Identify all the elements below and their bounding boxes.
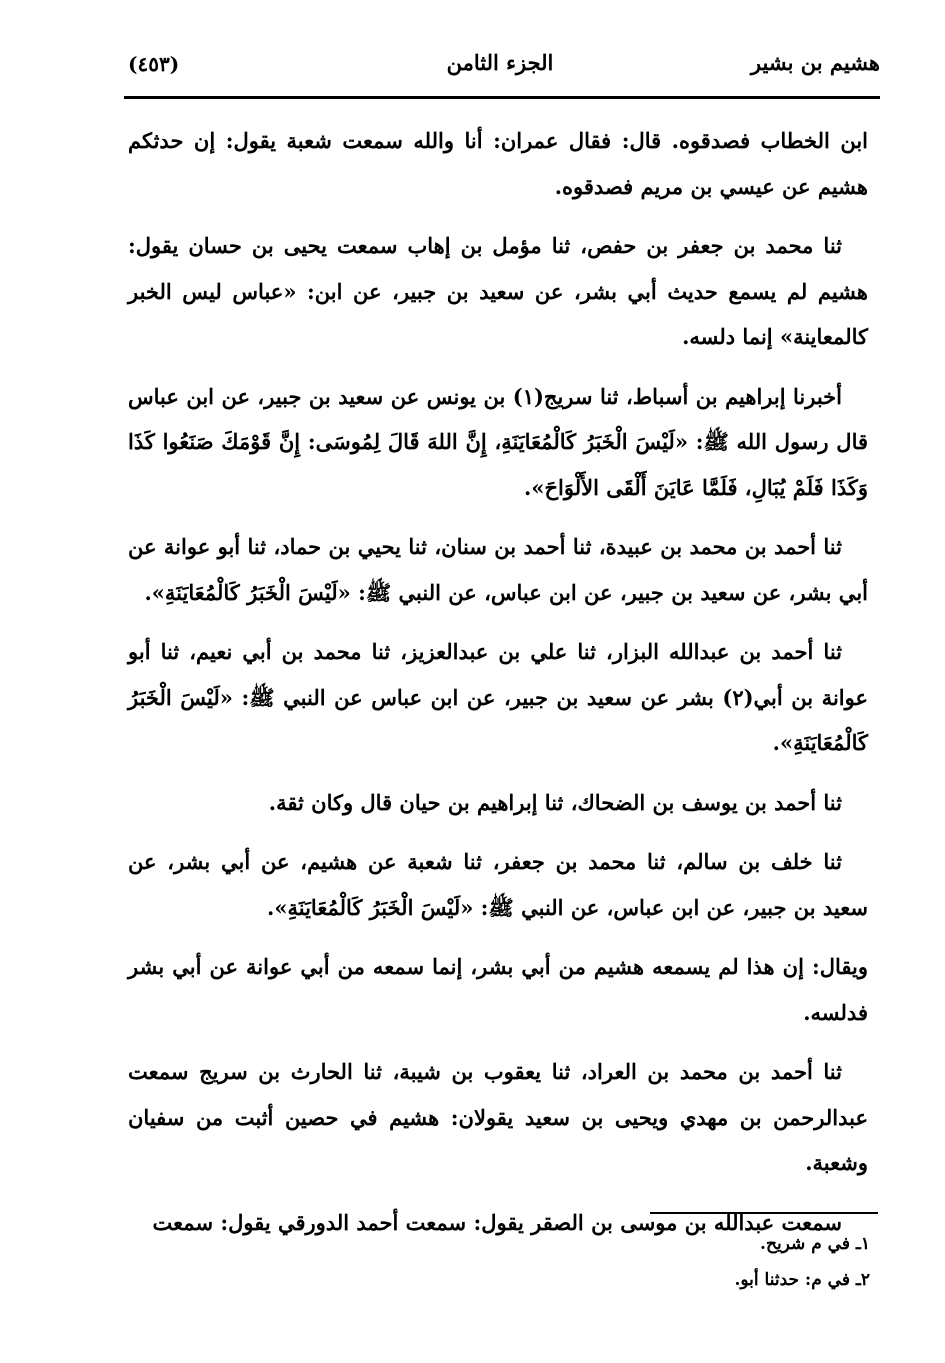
paragraph: ثنا خلف بن سالم، ثنا محمد بن جعفر، ثنا شعبة عن هشيم، عن أبي بشر، عن سعيد بن جبير، عن ابن عباس، عن النبي ﷺ: «لَيْسَ الْخَبَرُ كَالْمُعَايَنَةِ». xyxy=(128,849,868,920)
page-number: (٤٥٣) xyxy=(128,52,180,76)
paragraph: ويقال: إن هذا لم يسمعه هشيم من أبي بشر، إنما سمعه من أبي عوانة عن أبي بشر فدلسه. xyxy=(128,954,868,1025)
paragraph: ثنا أحمد بن محمد بن عبيدة، ثنا أحمد بن سنان، ثنا يحيي بن حماد، ثنا أبو عوانة عن أبي بشر، عن سعيد بن جبير، عن ابن عباس، عن النبي ﷺ: «لَيْسَ الْخَبَرُ كَالْمُعَايَنَةِ». xyxy=(128,534,868,605)
page-header xyxy=(120,42,880,96)
paragraph: أخبرنا إبراهيم بن أسباط، ثنا سريج(١) بن يونس عن سعيد بن جبير، عن ابن عباس قال رسول الله ﷺ: «لَيْسَ الْخَبَرُ كَالْمُعَايَنَةِ، إِنَّ اللهَ قَالَ لِمُوسَى: إِنَّ قَوْمَكَ صَنَعُوا كَذَا وَكَذَا فَلَمْ يُبَالِ، فَلَمَّا عَايَنَ أَلْقَى الأَلْوَاحَ». xyxy=(128,383,868,500)
paragraph: ثنا أحمد بن يوسف بن الضحاك، ثنا إبراهيم بن حيان قال وكان ثقة. xyxy=(268,789,842,815)
paragraph: ثنا محمد بن جعفر بن حفص، ثنا مؤمل بن إهاب سمعت يحيى بن حسان يقول: هشيم لم يسمع حديث أبي بشر، عن سعيد بن جبير، عن ابن: «عباس ليس الخبر كالمعاينة» إنما دلسه. xyxy=(128,233,868,349)
paragraph: ثنا أحمد بن محمد بن العراد، ثنا يعقوب بن شيبة، ثنا الحارث بن سريج سمعت عبدالرحمن بن مهدي ويحيى بن سعيد يقولان: هشيم في حصين أثبت من سفيان وشعبة. xyxy=(128,1059,868,1175)
footnote: ١ـ في م شريح. xyxy=(760,1234,870,1254)
header-rule xyxy=(124,96,880,99)
running-title: هشيم بن بشير xyxy=(750,50,880,75)
footnote: ٢ـ في م: حدثنا أبو. xyxy=(734,1270,870,1290)
paragraph: ابن الخطاب فصدقوه. قال: فقال عمران: أنا والله سمعت شعبة يقول: إن حدثكم هشيم عن عيسي بن مريم فصدقوه. xyxy=(128,128,868,199)
paragraph: ثنا أحمد بن عبدالله البزار، ثنا علي بن عبدالعزيز، ثنا محمد بن أبي نعيم، ثنا أبو عوانة بن أبي(٢) بشر عن سعيد بن جبير، عن ابن عباس عن النبي ﷺ: «لَيْسَ الْخَبَرُ كَالْمُعَايَنَةِ». xyxy=(128,639,868,755)
footnote-rule xyxy=(650,1212,878,1214)
volume-title: الجزء الثامن xyxy=(446,50,554,75)
main-text xyxy=(128,118,868,1259)
paragraph: سمعت عبدالله بن موسى بن الصقر يقول: سمعت أحمد الدورقي يقول: سمعت xyxy=(152,1209,842,1235)
footnotes xyxy=(500,1226,870,1298)
